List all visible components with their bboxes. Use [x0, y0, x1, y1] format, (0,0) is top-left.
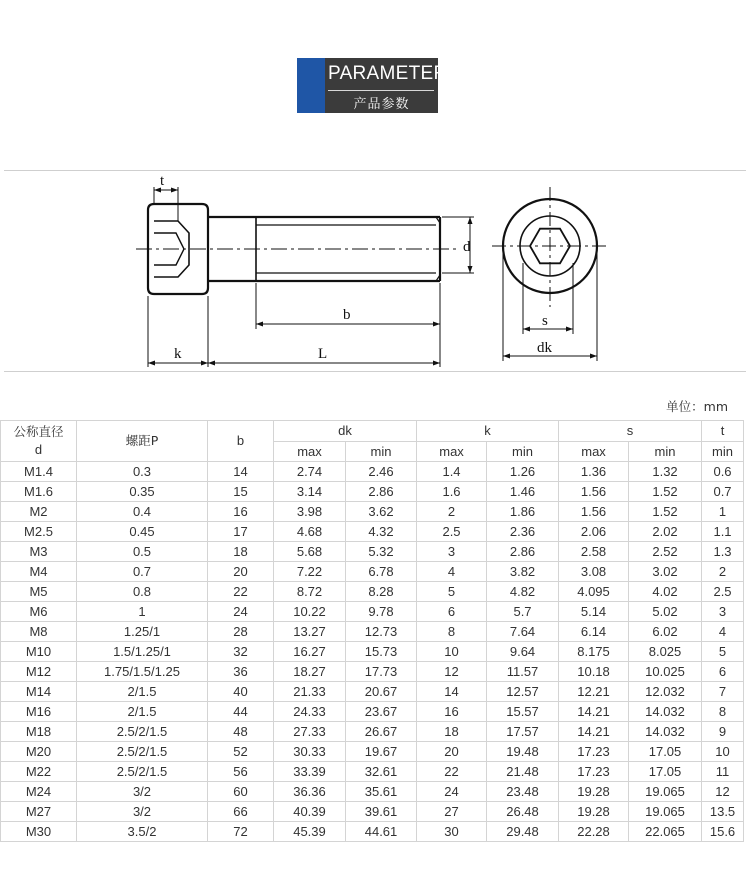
cell-dk-max: 8.72: [274, 582, 346, 602]
cell-t-min: 0.6: [702, 462, 744, 482]
cell-dk-max: 4.68: [274, 522, 346, 542]
cell-dk-max: 3.98: [274, 502, 346, 522]
dim-k-L: [148, 283, 440, 367]
cell-pitch: 0.8: [77, 582, 208, 602]
cell-b: 28: [208, 622, 274, 642]
table-row: [1, 642, 744, 662]
table-row: [1, 782, 744, 802]
badge-title: PARAMETER: [328, 63, 448, 84]
cell-s-min: 14.032: [629, 702, 702, 722]
cell-pitch: 0.4: [77, 502, 208, 522]
cell-dk-max: 24.33: [274, 702, 346, 722]
cell-s-min: 4.02: [629, 582, 702, 602]
cell-k-max: 18: [417, 722, 487, 742]
cell-s-min: 19.065: [629, 782, 702, 802]
cell-dk-max: 18.27: [274, 662, 346, 682]
cell-dk-min: 3.62: [346, 502, 417, 522]
cell-k-min: 11.57: [487, 662, 559, 682]
cell-k-min: 2.36: [487, 522, 559, 542]
cell-dk-min: 9.78: [346, 602, 417, 622]
cell-b: 15: [208, 482, 274, 502]
cell-s-min: 2.52: [629, 542, 702, 562]
cell-s-min: 22.065: [629, 822, 702, 842]
cell-s-max: 10.18: [559, 662, 629, 682]
cell-s-max: 12.21: [559, 682, 629, 702]
cell-s-min: 14.032: [629, 722, 702, 742]
label-t: t: [160, 173, 165, 189]
cell-pitch: 1.75/1.5/1.25: [77, 662, 208, 682]
cell-b: 36: [208, 662, 274, 682]
cell-b: 60: [208, 782, 274, 802]
cell-dk-min: 35.61: [346, 782, 417, 802]
cell-k-min: 23.48: [487, 782, 559, 802]
header-t: t: [702, 421, 744, 442]
cell-s-min: 8.025: [629, 642, 702, 662]
label-dk: dk: [537, 340, 552, 356]
cell-s-max: 1.36: [559, 462, 629, 482]
screw-drawing-svg: [4, 171, 746, 371]
cell-dk-max: 40.39: [274, 802, 346, 822]
table-row: [1, 682, 744, 702]
cell-b: 44: [208, 702, 274, 722]
spec-table: [0, 420, 744, 842]
cell-k-max: 4: [417, 562, 487, 582]
cell-dk-max: 13.27: [274, 622, 346, 642]
header-nominal-line1: 公称直径: [13, 424, 64, 439]
cell-b: 48: [208, 722, 274, 742]
cell-k-max: 2: [417, 502, 487, 522]
cell-s-max: 4.095: [559, 582, 629, 602]
cell-b: 52: [208, 742, 274, 762]
cell-s-max: 6.14: [559, 622, 629, 642]
cell-t-min: 5: [702, 642, 744, 662]
cell-k-max: 20: [417, 742, 487, 762]
cell-k-max: 27: [417, 802, 487, 822]
cell-k-max: 8: [417, 622, 487, 642]
cell-k-min: 3.82: [487, 562, 559, 582]
cell-dk-min: 6.78: [346, 562, 417, 582]
table-row: [1, 702, 744, 722]
table-row: [1, 802, 744, 822]
cell-dk-max: 45.39: [274, 822, 346, 842]
header-k-max: max: [417, 442, 487, 462]
badge-subtitle: 产品参数: [353, 97, 410, 112]
cell-pitch: 2.5/2/1.5: [77, 742, 208, 762]
cell-dk-max: 33.39: [274, 762, 346, 782]
cell-size: M6: [1, 602, 77, 622]
cell-b: 32: [208, 642, 274, 662]
cell-k-max: 22: [417, 762, 487, 782]
header-nominal-line2: d: [34, 442, 43, 457]
cell-size: M1.6: [1, 482, 77, 502]
header-k-min: min: [487, 442, 559, 462]
cell-size: M27: [1, 802, 77, 822]
cell-pitch: 1: [77, 602, 208, 622]
cell-k-min: 19.48: [487, 742, 559, 762]
badge-accent-bar: [297, 58, 325, 113]
cell-k-min: 15.57: [487, 702, 559, 722]
cell-pitch: 2/1.5: [77, 702, 208, 722]
cell-b: 40: [208, 682, 274, 702]
cell-k-min: 21.48: [487, 762, 559, 782]
cell-s-min: 3.02: [629, 562, 702, 582]
cell-pitch: 3/2: [77, 782, 208, 802]
cell-dk-min: 23.67: [346, 702, 417, 722]
cell-t-min: 11: [702, 762, 744, 782]
cell-size: M4: [1, 562, 77, 582]
cell-s-max: 22.28: [559, 822, 629, 842]
cell-dk-max: 7.22: [274, 562, 346, 582]
cell-k-max: 24: [417, 782, 487, 802]
cell-size: M14: [1, 682, 77, 702]
cell-k-min: 7.64: [487, 622, 559, 642]
screw-dimension-drawing: [4, 170, 746, 372]
label-L: L: [318, 346, 328, 362]
cell-dk-min: 8.28: [346, 582, 417, 602]
cell-t-min: 7: [702, 682, 744, 702]
header-t-min: min: [702, 442, 744, 462]
table-row: [1, 722, 744, 742]
screw-side-view: [136, 204, 458, 294]
cell-dk-min: 15.73: [346, 642, 417, 662]
cell-size: M30: [1, 822, 77, 842]
header-s-min: min: [629, 442, 702, 462]
cell-dk-max: 2.74: [274, 462, 346, 482]
table-row: [1, 542, 744, 562]
header-b: b: [208, 421, 274, 462]
cell-s-min: 1.52: [629, 482, 702, 502]
cell-s-max: 19.28: [559, 782, 629, 802]
cell-k-min: 2.86: [487, 542, 559, 562]
cell-s-min: 17.05: [629, 762, 702, 782]
cell-size: M8: [1, 622, 77, 642]
table-row: [1, 602, 744, 622]
cell-s-min: 5.02: [629, 602, 702, 622]
cell-dk-max: 21.33: [274, 682, 346, 702]
cell-s-min: 1.32: [629, 462, 702, 482]
cell-pitch: 3/2: [77, 802, 208, 822]
cell-k-max: 6: [417, 602, 487, 622]
cell-s-min: 19.065: [629, 802, 702, 822]
cell-t-min: 1.3: [702, 542, 744, 562]
cell-k-max: 3: [417, 542, 487, 562]
table-row: [1, 742, 744, 762]
cell-k-min: 9.64: [487, 642, 559, 662]
cell-s-max: 8.175: [559, 642, 629, 662]
cell-k-max: 2.5: [417, 522, 487, 542]
cell-b: 16: [208, 502, 274, 522]
cell-k-min: 4.82: [487, 582, 559, 602]
cell-dk-min: 20.67: [346, 682, 417, 702]
label-b: b: [343, 307, 351, 323]
table-row: [1, 762, 744, 782]
cell-size: M20: [1, 742, 77, 762]
cell-size: M2: [1, 502, 77, 522]
cell-k-min: 29.48: [487, 822, 559, 842]
cell-dk-min: 44.61: [346, 822, 417, 842]
cell-pitch: 3.5/2: [77, 822, 208, 842]
cell-k-max: 1.4: [417, 462, 487, 482]
cell-dk-max: 27.33: [274, 722, 346, 742]
cell-dk-min: 17.73: [346, 662, 417, 682]
cell-s-max: 1.56: [559, 482, 629, 502]
spec-table-header: [1, 421, 744, 462]
cell-k-max: 30: [417, 822, 487, 842]
label-s: s: [542, 313, 548, 329]
cell-pitch: 0.45: [77, 522, 208, 542]
cell-t-min: 15.6: [702, 822, 744, 842]
cell-dk-min: 32.61: [346, 762, 417, 782]
cell-s-min: 6.02: [629, 622, 702, 642]
table-row: [1, 662, 744, 682]
header-pitch: 螺距P: [77, 421, 208, 462]
cell-s-min: 2.02: [629, 522, 702, 542]
cell-t-min: 1: [702, 502, 744, 522]
cell-pitch: 0.5: [77, 542, 208, 562]
cell-k-min: 12.57: [487, 682, 559, 702]
cell-pitch: 0.3: [77, 462, 208, 482]
label-d: d: [463, 239, 471, 255]
cell-b: 14: [208, 462, 274, 482]
cell-t-min: 8: [702, 702, 744, 722]
header-dk-min: min: [346, 442, 417, 462]
unit-label: 单位：mm: [666, 399, 728, 414]
cell-t-min: 2: [702, 562, 744, 582]
cell-t-min: 12: [702, 782, 744, 802]
cell-k-min: 1.46: [487, 482, 559, 502]
cell-s-max: 17.23: [559, 762, 629, 782]
table-row: [1, 502, 744, 522]
cell-size: M18: [1, 722, 77, 742]
cell-pitch: 2/1.5: [77, 682, 208, 702]
cell-pitch: 1.25/1: [77, 622, 208, 642]
cell-t-min: 13.5: [702, 802, 744, 822]
cell-dk-min: 12.73: [346, 622, 417, 642]
table-row: [1, 622, 744, 642]
cell-s-min: 1.52: [629, 502, 702, 522]
cell-k-max: 12: [417, 662, 487, 682]
cell-k-max: 10: [417, 642, 487, 662]
cell-k-min: 1.86: [487, 502, 559, 522]
cell-k-max: 1.6: [417, 482, 487, 502]
cell-dk-max: 5.68: [274, 542, 346, 562]
cell-k-max: 14: [417, 682, 487, 702]
cell-size: M12: [1, 662, 77, 682]
parameter-badge: [297, 58, 448, 113]
table-row: [1, 822, 744, 842]
cell-b: 18: [208, 542, 274, 562]
header-nominal-diameter: [1, 421, 77, 462]
cell-s-max: 17.23: [559, 742, 629, 762]
header-s: s: [559, 421, 702, 442]
cell-b: 66: [208, 802, 274, 822]
header-dk: dk: [274, 421, 417, 442]
cell-s-min: 17.05: [629, 742, 702, 762]
cell-s-max: 14.21: [559, 722, 629, 742]
cell-t-min: 1.1: [702, 522, 744, 542]
cell-dk-max: 16.27: [274, 642, 346, 662]
cell-pitch: 1.5/1.25/1: [77, 642, 208, 662]
cell-size: M1.4: [1, 462, 77, 482]
cell-size: M16: [1, 702, 77, 722]
cell-s-max: 19.28: [559, 802, 629, 822]
cell-dk-min: 2.46: [346, 462, 417, 482]
cell-dk-max: 10.22: [274, 602, 346, 622]
cell-size: M10: [1, 642, 77, 662]
table-row: [1, 562, 744, 582]
cell-dk-max: 3.14: [274, 482, 346, 502]
cell-s-max: 2.06: [559, 522, 629, 542]
cell-dk-min: 5.32: [346, 542, 417, 562]
cell-t-min: 6: [702, 662, 744, 682]
cell-size: M5: [1, 582, 77, 602]
cell-k-min: 17.57: [487, 722, 559, 742]
cell-pitch: 0.7: [77, 562, 208, 582]
cell-dk-min: 19.67: [346, 742, 417, 762]
cell-s-max: 1.56: [559, 502, 629, 522]
cell-dk-min: 26.67: [346, 722, 417, 742]
cell-size: M24: [1, 782, 77, 802]
badge-divider: [328, 90, 434, 91]
cell-dk-min: 2.86: [346, 482, 417, 502]
cell-pitch: 2.5/2/1.5: [77, 762, 208, 782]
cell-size: M3: [1, 542, 77, 562]
cell-size: M22: [1, 762, 77, 782]
table-row: [1, 522, 744, 542]
cell-b: 22: [208, 582, 274, 602]
cell-k-min: 26.48: [487, 802, 559, 822]
header-s-max: max: [559, 442, 629, 462]
table-row: [1, 462, 744, 482]
cell-k-min: 1.26: [487, 462, 559, 482]
cell-s-min: 10.025: [629, 662, 702, 682]
cell-t-min: 4: [702, 622, 744, 642]
cell-b: 20: [208, 562, 274, 582]
cell-dk-max: 36.36: [274, 782, 346, 802]
cell-s-max: 2.58: [559, 542, 629, 562]
label-k: k: [174, 346, 182, 362]
cell-k-max: 16: [417, 702, 487, 722]
dim-s: [523, 263, 573, 334]
cell-s-max: 5.14: [559, 602, 629, 622]
cell-dk-min: 4.32: [346, 522, 417, 542]
screw-end-view: [492, 187, 610, 307]
cell-s-max: 14.21: [559, 702, 629, 722]
cell-s-max: 3.08: [559, 562, 629, 582]
cell-s-min: 12.032: [629, 682, 702, 702]
cell-t-min: 2.5: [702, 582, 744, 602]
cell-pitch: 2.5/2/1.5: [77, 722, 208, 742]
cell-t-min: 9: [702, 722, 744, 742]
header-k: k: [417, 421, 559, 442]
cell-size: M2.5: [1, 522, 77, 542]
cell-t-min: 0.7: [702, 482, 744, 502]
spec-table-body: [1, 462, 744, 842]
cell-dk-min: 39.61: [346, 802, 417, 822]
cell-t-min: 10: [702, 742, 744, 762]
header-dk-max: max: [274, 442, 346, 462]
cell-b: 17: [208, 522, 274, 542]
cell-pitch: 0.35: [77, 482, 208, 502]
cell-k-max: 5: [417, 582, 487, 602]
cell-t-min: 3: [702, 602, 744, 622]
cell-b: 24: [208, 602, 274, 622]
cell-k-min: 5.7: [487, 602, 559, 622]
cell-dk-max: 30.33: [274, 742, 346, 762]
cell-b: 72: [208, 822, 274, 842]
cell-b: 56: [208, 762, 274, 782]
table-row: [1, 582, 744, 602]
table-row: [1, 482, 744, 502]
